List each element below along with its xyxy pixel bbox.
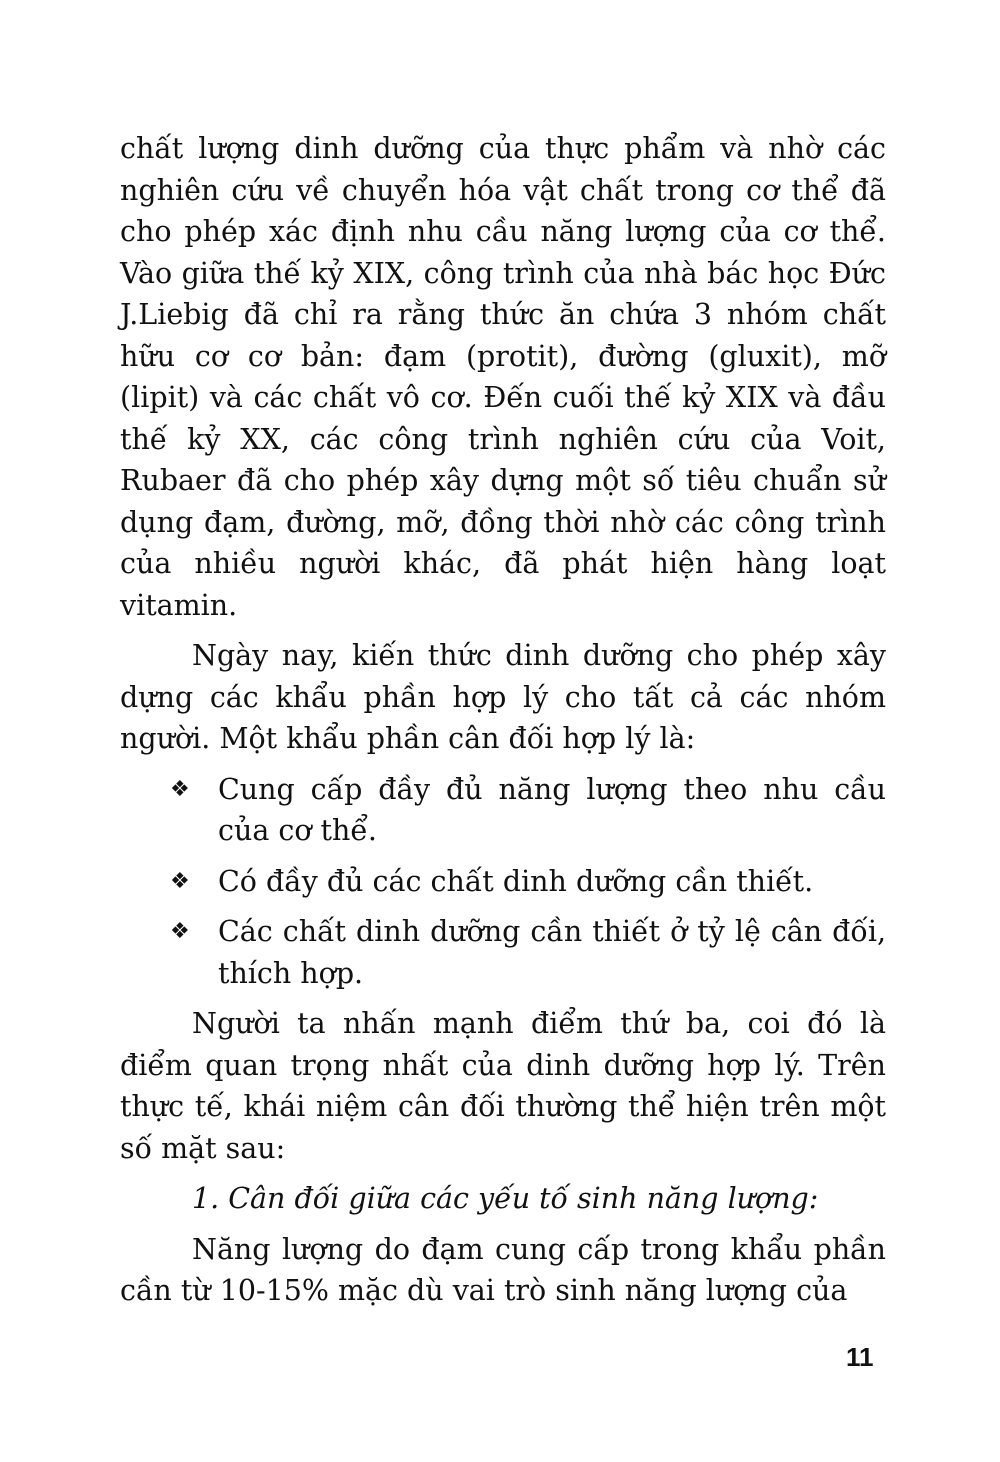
criteria-list [120, 769, 886, 995]
diamond-bullet-icon: ❖ [170, 868, 190, 894]
section-heading: 1. Cân đối giữa các yếu tố sinh năng lượng: [192, 1182, 819, 1215]
list-item-text: Các chất dinh dưỡng cần thiết ở tỷ lệ cân đối, thích hợp. [218, 915, 886, 990]
paragraph-balanced-diet: Ngày nay, kiến thức dinh dưỡng cho phép xây dựng các khẩu phần hợp lý cho tất cả các nhóm người. Một khẩu phần cân đối hợp lý là: [120, 639, 886, 755]
diamond-bullet-icon: ❖ [170, 776, 190, 802]
paragraph-energy: Năng lượng do đạm cung cấp trong khẩu phần cần từ 10-15% mặc dù vai trò sinh năng lượng của [120, 1232, 886, 1307]
page-number: 11 [846, 1342, 874, 1372]
list-item [120, 769, 886, 852]
list-item-text: Có đầy đủ các chất dinh dưỡng cần thiết. [218, 864, 814, 898]
list-item [120, 911, 886, 994]
body-text [120, 128, 886, 1312]
paragraph-emphasis: Người ta nhấn mạnh điểm thứ ba, coi đó là điểm quan trọng nhất của dinh dưỡng hợp lý. Trên thực tế, khái niệm cân đối thường thể hiện trên một số mặt sau: [120, 1007, 886, 1165]
intro-paragraph: chất lượng dinh dưỡng của thực phẩm và nhờ các nghiên cứu về chuyển hóa vật chất trong cơ thể đã cho phép xác định nhu cầu năng lượng của cơ thể. Vào giữa thế kỷ XIX, công trình của nhà bác học Đức J.Liebig đã chỉ ra rằng thức ăn chứa 3 nhóm chất hữu cơ cơ bản: đạm (protit), đường (gluxit), mỡ (lipit) và các chất vô cơ. Đến cuối thế kỷ XIX và đầu thế kỷ XX, các công trình nghiên cứu của Voit, Rubaer đã cho phép xây dựng một số tiêu chuẩn sử dụng đạm, đường, mỡ, đồng thời nhờ các công trình của nhiều người khác, đã phát hiện hàng loạt vitamin. [120, 132, 886, 622]
list-item-text: Cung cấp đầy đủ năng lượng theo nhu cầu của cơ thể. [218, 772, 886, 847]
list-item [120, 861, 886, 903]
diamond-bullet-icon: ❖ [170, 919, 190, 944]
